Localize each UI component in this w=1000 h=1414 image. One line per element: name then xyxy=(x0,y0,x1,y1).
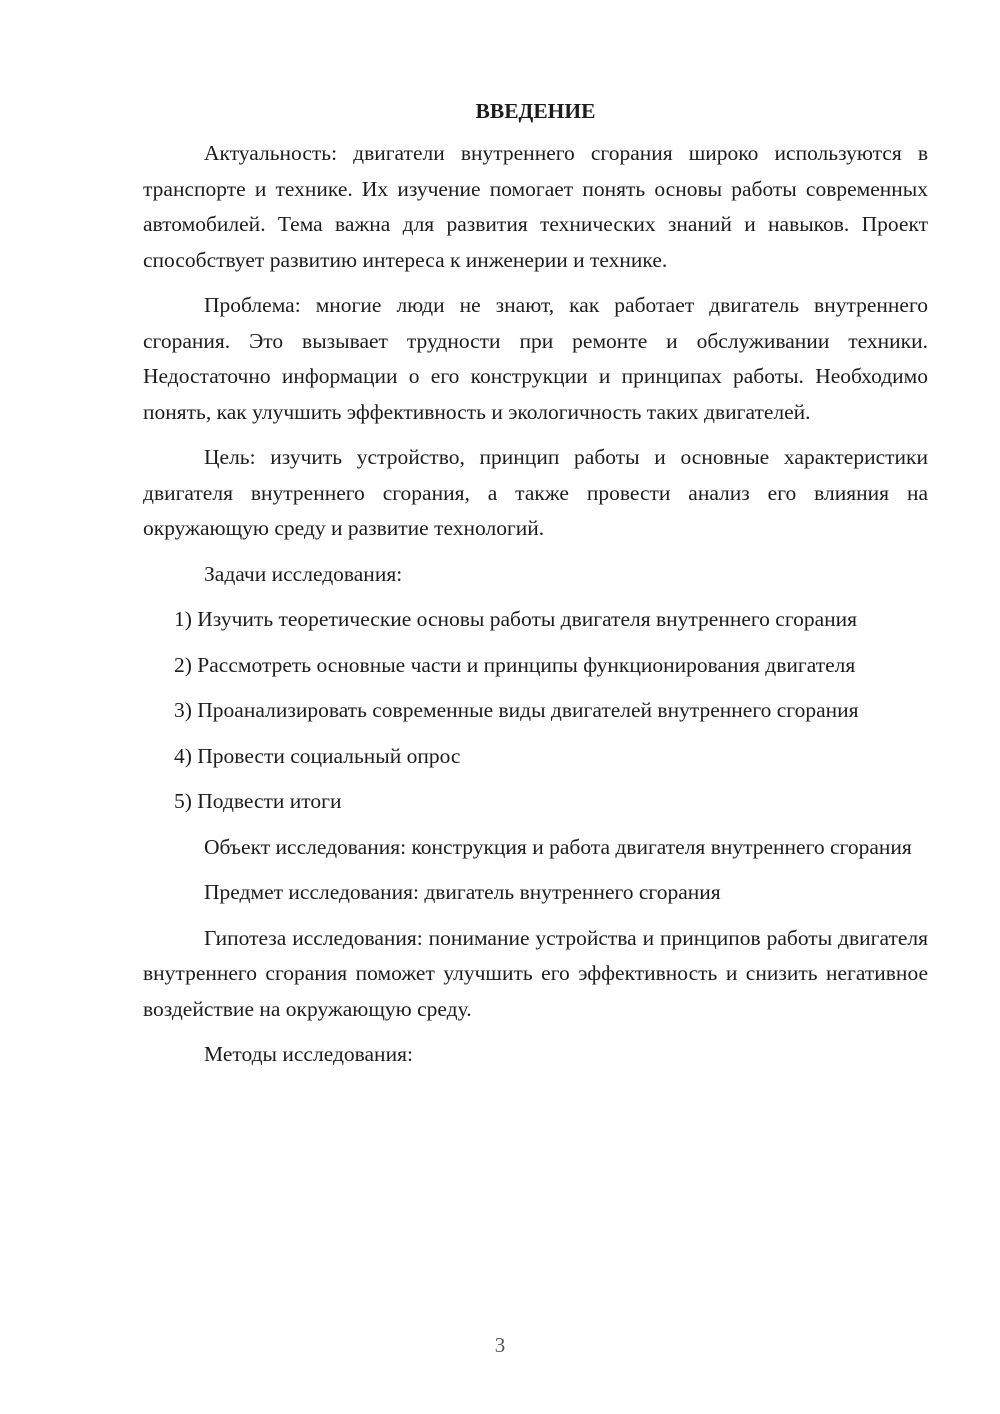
problem-paragraph: Проблема: многие люди не знают, как работает двигатель внутреннего сгорания. Это вызывает трудности при ремонте и обслуживании техники. Недостаточно информации о его конструкции и принципах работы. Необходимо понять, как улучшить эффективность и экологичность таких двигателей. xyxy=(143,293,928,424)
task-item: 1) Изучить теоретические основы работы двигателя внутреннего сгорания xyxy=(174,607,858,631)
task-item: 3) Проанализировать современные виды двигателей внутреннего сгорания xyxy=(174,698,859,722)
methods-heading: Методы исследования: xyxy=(204,1042,413,1066)
subject-paragraph: Предмет исследования: двигатель внутреннего сгорания xyxy=(204,880,721,904)
actuality-paragraph: Актуальность: двигатели внутреннего сгорания широко используются в транспорте и технике. Их изучение помогает понять основы работы современных автомобилей. Тема важна для развития технических знаний и навыков. Проект способствует развитию интереса к инженерии и технике. xyxy=(143,141,928,272)
page-number: 3 xyxy=(494,1333,506,1357)
task-item: 5) Подвести итоги xyxy=(174,789,342,813)
section-heading: ВВЕДЕНИЕ xyxy=(475,99,596,123)
hypothesis-paragraph: Гипотеза исследования: понимание устройства и принципов работы двигателя внутреннего сгорания поможет улучшить его эффективность и снизить негативное воздействие на окружающую среду. xyxy=(143,925,928,1021)
goal-paragraph: Цель: изучить устройство, принцип работы и основные характеристики двигателя внутреннего сгорания, а также провести анализ его влияния на окружающую среду и развитие технологий. xyxy=(143,445,928,540)
task-item: 4) Провести социальный опрос xyxy=(174,743,461,768)
page-body xyxy=(143,96,928,1083)
object-paragraph: Объект исследования: конструкция и работа двигателя внутреннего сгорания xyxy=(204,834,912,859)
tasks-heading: Задачи исследования: xyxy=(204,561,403,586)
task-item: 2) Рассмотреть основные части и принципы функционирования двигателя xyxy=(174,652,856,677)
